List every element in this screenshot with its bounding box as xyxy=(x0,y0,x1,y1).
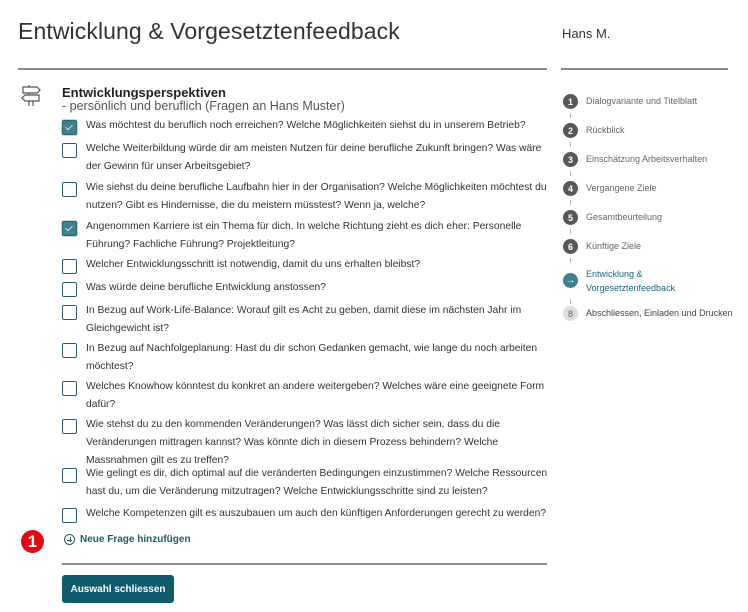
step-label: Künftige Ziele xyxy=(586,241,642,251)
step-connector xyxy=(570,113,571,118)
add-question-link[interactable] xyxy=(64,534,191,545)
step-label: Dialogvariante und Titelblatt xyxy=(586,96,698,106)
user-name: Hans M. xyxy=(562,26,611,41)
page-title: Entwicklung & Vorgesetztenfeedback xyxy=(18,18,400,44)
step-number: 3 xyxy=(563,152,578,167)
divider xyxy=(561,68,728,70)
annotation-marker: 1 xyxy=(21,530,44,553)
step-item[interactable] xyxy=(563,181,657,196)
question-checkbox[interactable] xyxy=(62,381,77,396)
question-text: Angenommen Karriere ist ein Thema für dich. In welche Richtung zieht es dich eher: Personelle Führung? Fachliche Führung? Projektleitung? xyxy=(86,221,522,250)
step-connector xyxy=(570,142,571,147)
question-text: Welcher Entwicklungsschritt ist notwendig, damit du uns erhalten bleibst? xyxy=(86,259,421,270)
question-item[interactable] xyxy=(62,342,552,376)
question-checkbox[interactable] xyxy=(62,259,77,274)
step-label: Gesamtbeurteilung xyxy=(586,212,663,222)
step-item[interactable] xyxy=(563,152,707,167)
question-checkbox[interactable] xyxy=(62,419,77,434)
question-item[interactable] xyxy=(62,281,552,297)
step-item-active[interactable] xyxy=(563,267,675,295)
divider xyxy=(62,563,547,565)
question-item[interactable] xyxy=(62,119,552,135)
step-connector xyxy=(570,299,571,304)
question-checkbox[interactable] xyxy=(62,343,77,358)
question-text: Wie siehst du deine berufliche Laufbahn hier in der Organisation? Welche Möglichkeiten möchtest du nutzen? Gibt es Hindernisse, die du meistern müsstest? Wenn ja, welche? xyxy=(86,182,547,211)
add-question-label: Neue Frage hinzufügen xyxy=(80,534,191,545)
step-item[interactable] xyxy=(563,306,733,321)
step-label: Vergangene Ziele xyxy=(586,183,657,193)
step-number: 1 xyxy=(563,94,578,109)
question-checkbox[interactable] xyxy=(62,182,77,197)
step-item[interactable] xyxy=(563,94,697,109)
question-checkbox[interactable] xyxy=(62,468,77,483)
question-text: In Bezug auf Nachfolgeplanung: Hast du dir schon Gedanken gemacht, wie lange du noch arbeiten möchtest? xyxy=(86,343,538,372)
question-item[interactable] xyxy=(62,304,552,338)
question-item[interactable] xyxy=(62,380,552,414)
question-item[interactable] xyxy=(62,220,552,254)
question-checkbox[interactable] xyxy=(62,221,77,236)
step-number: 8 xyxy=(563,306,578,321)
step-item[interactable] xyxy=(563,239,641,254)
step-connector xyxy=(570,229,571,234)
question-text: Was möchtest du beruflich noch erreichen? Welche Möglichkeiten siehst du in unserem Betrieb? xyxy=(86,120,526,131)
step-item[interactable] xyxy=(563,123,625,138)
step-number: 2 xyxy=(563,123,578,138)
signpost-icon xyxy=(20,84,42,108)
step-number: 5 xyxy=(563,210,578,225)
question-item[interactable] xyxy=(62,258,552,274)
question-item[interactable] xyxy=(62,418,552,470)
step-label-line: Entwicklung & xyxy=(586,269,643,279)
step-connector xyxy=(570,200,571,205)
step-connector xyxy=(570,258,571,263)
arrow-right-icon: → xyxy=(563,273,578,288)
question-text: In Bezug auf Work-Life-Balance: Worauf gilt es Acht zu geben, damit diese im nächsten Jahr im Gleichgewicht ist? xyxy=(86,305,522,334)
section-subtitle: - persönlich und beruflich (Fragen an Hans Muster) xyxy=(62,99,345,113)
step-label: Rückblick xyxy=(586,125,625,135)
question-text: Was würde deine berufliche Entwicklung anstossen? xyxy=(86,282,327,293)
question-checkbox[interactable] xyxy=(62,508,77,523)
question-text: Welches Knowhow könntest du konkret an andere weitergeben? Welches wäre eine geeignete Form dafür? xyxy=(86,381,545,410)
step-label xyxy=(586,267,675,295)
step-label: Abschliessen, Einladen und Drucken xyxy=(586,308,733,318)
question-item[interactable] xyxy=(62,467,552,501)
question-item[interactable] xyxy=(62,181,552,215)
question-item[interactable] xyxy=(62,507,552,523)
question-text: Welche Weiterbildung würde dir am meisten Nutzen für deine berufliche Zukunft bringen? Was wäre der Gewinn für unser Arbeitsgebiet? xyxy=(86,143,542,172)
step-connector xyxy=(570,171,571,176)
question-text: Wie stehst du zu den kommenden Veränderungen? Was lässt dich sicher sein, dass du die Veränderungen mittragen kannst? Was könnte dich in diesem Prozess behindern? Welche Massnahmen gilt es zu treffen? xyxy=(86,419,501,466)
step-number: 6 xyxy=(563,239,578,254)
question-checkbox[interactable] xyxy=(62,305,77,320)
question-checkbox[interactable] xyxy=(62,120,77,135)
step-label-line: Vorgesetztenfeedback xyxy=(586,283,676,293)
question-text: Wie gelingt es dir, dich optimal auf die veränderten Bedingungen einzustimmen? Welche Ressourcen hast du, um die Veränderung mitzutragen? Welche Entwicklungsschritte sind zu leisten? xyxy=(86,468,548,497)
question-checkbox[interactable] xyxy=(62,282,77,297)
step-label: Einschätzung Arbeitsverhalten xyxy=(586,154,708,164)
question-text: Welche Kompetenzen gilt es auszubauen um auch den künftigen Anforderungen gerecht zu werden? xyxy=(86,508,547,519)
section-title: Entwicklungsperspektiven xyxy=(62,85,226,100)
plus-circle-icon xyxy=(64,534,75,545)
step-number: 4 xyxy=(563,181,578,196)
question-item[interactable] xyxy=(62,142,552,176)
close-selection-button[interactable]: Auswahl schliessen xyxy=(62,575,174,603)
question-checkbox[interactable] xyxy=(62,143,77,158)
divider xyxy=(18,68,547,70)
step-item[interactable] xyxy=(563,210,662,225)
